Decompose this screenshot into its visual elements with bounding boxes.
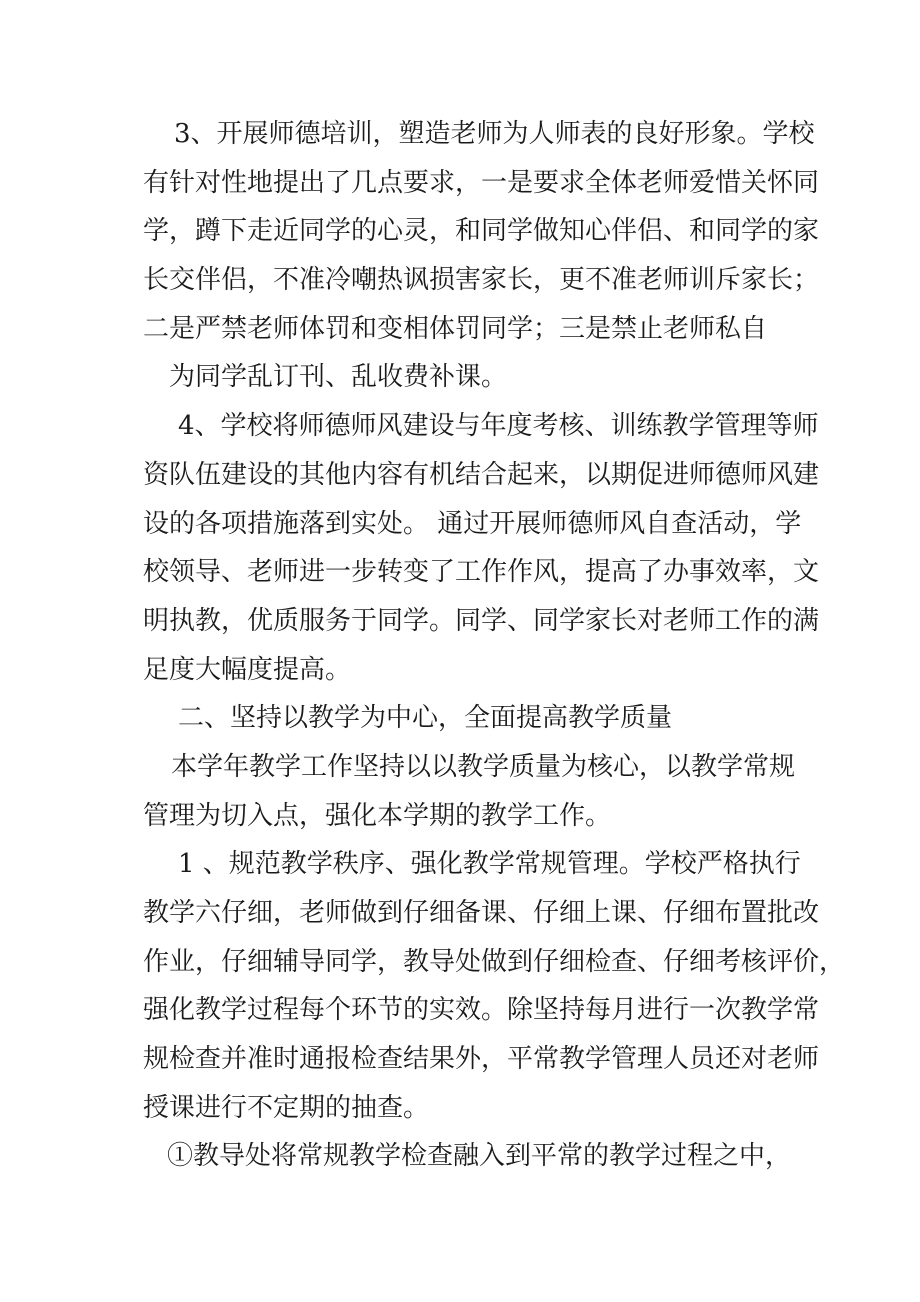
text-line: 校领导、老师进一步转变了工作作风，提高了办事效率，文 <box>143 557 820 588</box>
text-line: 授课进行不定期的抽查。 <box>143 1092 430 1123</box>
paragraph-teaching-work <box>143 743 803 840</box>
text-line: 长交伴侣，不准冷嘲热讽损害家长，更不准老师训斥家长； <box>143 265 820 296</box>
text-line: 1 、规范教学秩序、强化教学常规管理。学校严格执行 <box>178 849 801 880</box>
paragraph-routine-inspection <box>143 1132 803 1181</box>
text-line: 为同学乱订刊、乱收费补课。 <box>169 362 508 393</box>
paragraph-fee-ban <box>143 353 803 402</box>
text-line: 有针对性地提出了几点要求，一是要求全体老师爱惜关怀同 <box>143 167 820 198</box>
text-line: 二是严禁老师体罚和变相体罚同学；三是禁止老师私自 <box>143 313 768 344</box>
text-line: 设的各项措施落到实处。 通过开展师德师风自查活动，学 <box>143 508 802 539</box>
text-line: 足度大幅度提高。 <box>143 654 352 685</box>
text-line: 作业，仔细辅导同学，教导处做到仔细检查、仔细考核评价， <box>143 946 846 977</box>
text-line: 资队伍建设的其他内容有机结合起来，以期促进师德师风建 <box>143 459 820 490</box>
section-heading-teaching-quality <box>143 694 803 743</box>
text-line: 二、坚持以教学为中心，全面提高教学质量 <box>178 703 673 734</box>
text-line: ①教导处将常规教学检查融入到平常的教学过程之中， <box>167 1141 792 1172</box>
text-line: 本学年教学工作坚持以以教学质量为核心，以教学常规 <box>171 751 796 782</box>
document-body <box>143 110 846 1181</box>
text-line: 学，蹲下走近同学的心灵，和同学做知心伴侣、和同学的家 <box>143 216 820 247</box>
text-line: 教学六仔细，老师做到仔细备课、仔细上课、仔细布置批改 <box>143 898 820 928</box>
text-line: 3、开展师德培训，塑造老师为人师表的良好形象。学校 <box>174 119 815 149</box>
text-line: 强化教学过程每个环节的实效。除坚持每月进行一次教学常 <box>143 995 820 1026</box>
paragraph-ethics-integration <box>143 402 820 694</box>
text-line: 规检查并准时通报检查结果外，平常教学管理人员还对老师 <box>143 1044 820 1075</box>
text-line: 管理为切入点，强化本学期的教学工作。 <box>143 800 612 831</box>
paragraph-teacher-ethics-training <box>143 110 820 353</box>
text-line: 明执教，优质服务于同学。同学、同学家长对老师工作的满 <box>143 605 820 636</box>
paragraph-teaching-routine <box>143 840 846 1132</box>
text-line: 4、学校将师德师风建设与年度考核、训练教学管理等师 <box>178 411 819 442</box>
